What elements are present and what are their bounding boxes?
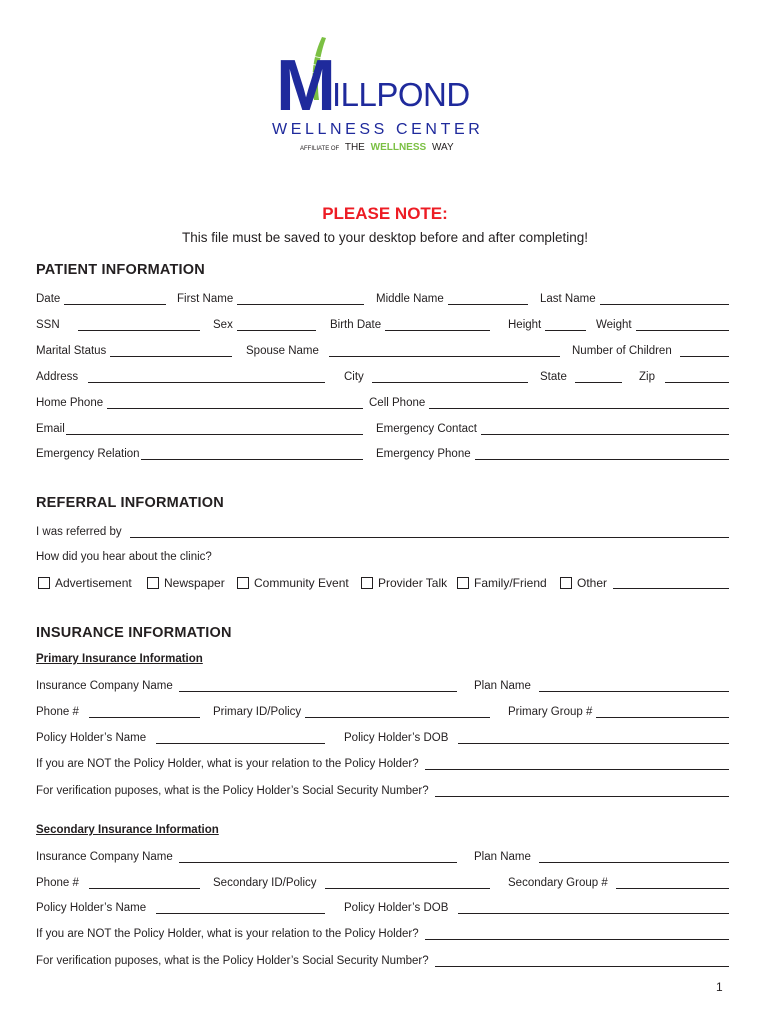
plan-name-label: Plan Name <box>474 680 531 692</box>
logo-affiliate-wellness: WELLNESS <box>370 142 427 153</box>
company-name-label: Insurance Company Name <box>36 680 173 692</box>
date-field[interactable] <box>36 292 166 306</box>
primary-id-field[interactable] <box>213 705 490 719</box>
checkbox-other[interactable] <box>560 576 729 590</box>
phone-label: Phone # <box>36 706 79 718</box>
svg-text:AFFILIATE OF THE W <box>300 142 454 153</box>
holder-dob-label: Policy Holder’s DOB <box>344 902 449 914</box>
emergency-contact-label: Emergency Contact <box>376 423 477 435</box>
spouse-name-field[interactable] <box>246 344 560 358</box>
cell-phone-field[interactable] <box>369 396 729 410</box>
spouse-name-label: Spouse Name <box>246 345 319 357</box>
primary-holder-name-field[interactable] <box>36 731 325 745</box>
date-label: Date <box>36 293 61 305</box>
millpond-logo <box>270 34 500 154</box>
checkbox-box <box>38 577 50 589</box>
logo-subtitle: WELLNESS CENTER <box>272 121 484 138</box>
secondary-id-label: Secondary ID/Policy <box>213 877 317 889</box>
number-of-children-label: Number of Children <box>572 345 672 357</box>
primary-plan-name-field[interactable] <box>474 679 729 693</box>
weight-field[interactable] <box>596 318 729 332</box>
logo-affiliate-prefix: AFFILIATE OF <box>300 146 340 152</box>
last-name-field[interactable] <box>540 292 729 306</box>
first-name-label: First Name <box>177 293 234 305</box>
checkbox-box <box>147 577 159 589</box>
checkbox-community-event[interactable] <box>237 576 349 590</box>
checkbox-label: Family/Friend <box>474 576 547 590</box>
secondary-group-field[interactable] <box>508 876 729 890</box>
emergency-contact-field[interactable] <box>376 422 729 436</box>
primary-relation-field[interactable] <box>36 757 729 771</box>
primary-group-label: Primary Group # <box>508 706 593 718</box>
holder-name-label: Policy Holder’s Name <box>36 902 147 914</box>
height-field[interactable] <box>508 318 586 332</box>
emergency-relation-label: Emergency Relation <box>36 448 140 460</box>
checkbox-newspaper[interactable] <box>147 576 225 590</box>
logo-affiliate-the: THE <box>344 142 365 153</box>
other-line <box>613 577 729 589</box>
first-name-field[interactable] <box>177 292 364 306</box>
primary-phone-field[interactable] <box>36 705 200 719</box>
emergency-phone-field[interactable] <box>376 447 729 461</box>
checkbox-label: Provider Talk <box>378 576 448 590</box>
ssn-question: For verification puposes, what is the Policy Holder’s Social Security Number? <box>36 955 429 967</box>
marital-status-field[interactable] <box>36 344 232 358</box>
logo-graphic <box>270 34 500 154</box>
number-of-children-field[interactable] <box>572 344 729 358</box>
phone-label: Phone # <box>36 877 79 889</box>
referred-by-field[interactable] <box>36 525 729 539</box>
referral-heading: REFERRAL INFORMATION <box>36 495 224 511</box>
ssn-field[interactable] <box>36 318 200 332</box>
city-label: City <box>344 371 364 383</box>
secondary-id-field[interactable] <box>213 876 490 890</box>
checkbox-label: Newspaper <box>164 576 225 590</box>
secondary-holder-name-field[interactable] <box>36 901 325 915</box>
secondary-company-name-field[interactable] <box>36 850 457 864</box>
checkbox-box <box>560 577 572 589</box>
secondary-holder-ssn-field[interactable] <box>36 954 729 968</box>
patient-heading: PATIENT INFORMATION <box>36 262 205 278</box>
checkbox-label: Other <box>577 576 608 590</box>
how-heard-question: How did you hear about the clinic? <box>36 551 212 563</box>
holder-name-label: Policy Holder’s Name <box>36 732 147 744</box>
city-field[interactable] <box>344 370 528 384</box>
holder-dob-label: Policy Holder’s DOB <box>344 732 449 744</box>
primary-insurance-heading: Primary Insurance Information <box>36 653 203 665</box>
page-number: 1 <box>716 980 723 994</box>
secondary-holder-dob-field[interactable] <box>344 901 729 915</box>
zip-label: Zip <box>639 371 655 383</box>
logo-name: ILLPOND <box>332 76 470 113</box>
email-field[interactable] <box>36 422 363 436</box>
insurance-heading: INSURANCE INFORMATION <box>36 625 232 641</box>
primary-id-label: Primary ID/Policy <box>213 706 302 718</box>
home-phone-label: Home Phone <box>36 397 104 409</box>
address-field[interactable] <box>36 370 325 384</box>
plan-name-label: Plan Name <box>474 851 531 863</box>
company-name-label: Insurance Company Name <box>36 851 173 863</box>
secondary-relation-field[interactable] <box>36 927 729 941</box>
logo-letter-m: M <box>276 46 336 126</box>
zip-field[interactable] <box>639 370 729 384</box>
secondary-phone-field[interactable] <box>36 876 200 890</box>
ssn-question: For verification puposes, what is the Policy Holder’s Social Security Number? <box>36 785 429 797</box>
relation-question: If you are NOT the Policy Holder, what is your relation to the Policy Holder? <box>36 928 419 940</box>
checkbox-family-friend[interactable] <box>457 576 547 590</box>
checkbox-label: Advertisement <box>55 576 132 590</box>
secondary-group-label: Secondary Group # <box>508 877 608 889</box>
primary-group-field[interactable] <box>508 705 729 719</box>
cell-phone-label: Cell Phone <box>369 397 426 409</box>
referred-by-label: I was referred by <box>36 526 122 538</box>
ssn-label: SSN <box>36 319 60 331</box>
relation-question: If you are NOT the Policy Holder, what is your relation to the Policy Holder? <box>36 758 419 770</box>
email-label: Email <box>36 423 65 435</box>
state-label: State <box>540 371 567 383</box>
checkbox-provider-talk[interactable] <box>361 576 447 590</box>
birth-date-label: Birth Date <box>330 319 382 331</box>
weight-label: Weight <box>596 319 632 331</box>
sex-field[interactable] <box>213 318 316 332</box>
sex-label: Sex <box>213 319 233 331</box>
emergency-phone-label: Emergency Phone <box>376 448 471 460</box>
primary-holder-ssn-field[interactable] <box>36 784 729 798</box>
address-label: Address <box>36 371 79 383</box>
height-label: Height <box>508 319 542 331</box>
checkbox-box <box>457 577 469 589</box>
secondary-plan-name-field[interactable] <box>474 850 729 864</box>
checkbox-box <box>361 577 373 589</box>
note-text: This file must be saved to your desktop before and after completing! <box>182 230 588 245</box>
marital-status-label: Marital Status <box>36 345 107 357</box>
primary-company-name-field[interactable] <box>36 679 457 693</box>
checkbox-advertisement[interactable] <box>38 576 132 590</box>
middle-name-label: Middle Name <box>376 293 444 305</box>
primary-holder-dob-field[interactable] <box>344 731 729 745</box>
state-field[interactable] <box>540 370 622 384</box>
home-phone-field[interactable] <box>36 396 363 410</box>
emergency-relation-field[interactable] <box>36 447 363 461</box>
birth-date-field[interactable] <box>330 318 490 332</box>
checkbox-box <box>237 577 249 589</box>
last-name-label: Last Name <box>540 293 596 305</box>
note-title: PLEASE NOTE: <box>322 204 448 223</box>
secondary-insurance-heading: Secondary Insurance Information <box>36 824 219 836</box>
checkbox-label: Community Event <box>254 576 349 590</box>
logo-affiliate-way: WAY <box>431 142 454 153</box>
middle-name-field[interactable] <box>376 292 528 306</box>
